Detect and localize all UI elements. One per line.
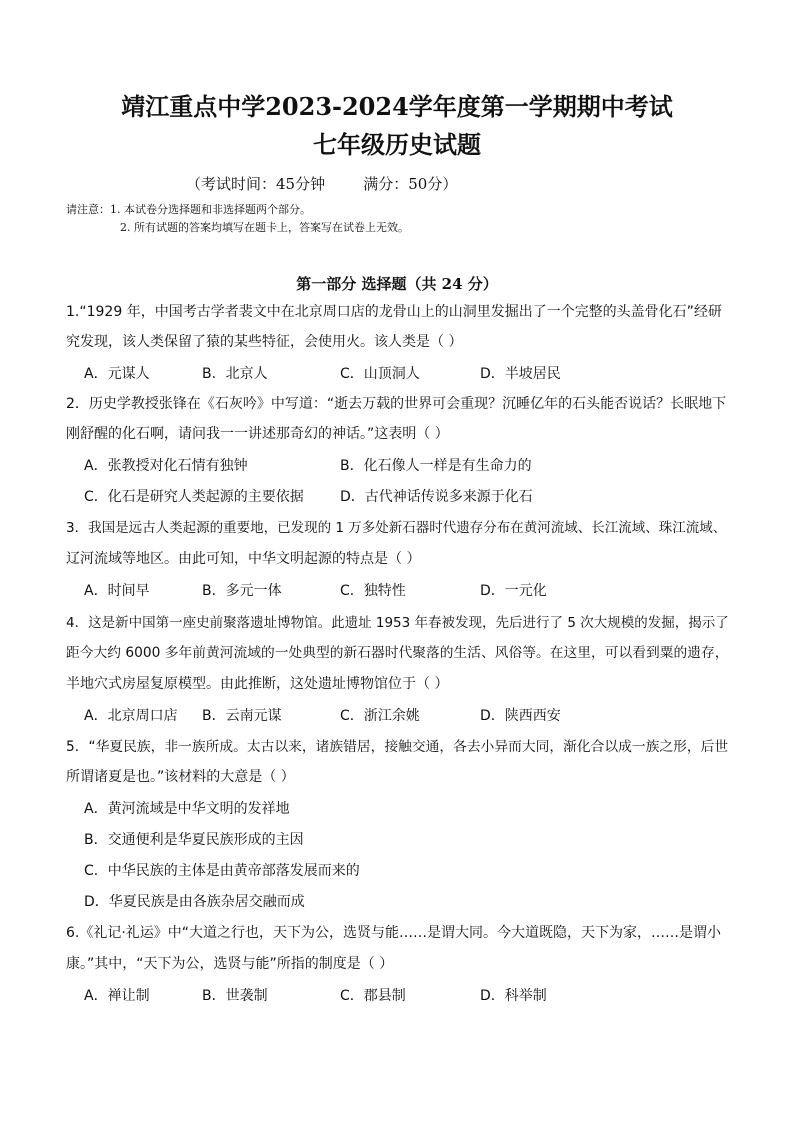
question-3-option-b: B．多元一体 <box>202 583 282 599</box>
notice-line-1: 请注意：1. 本试卷分选择题和非选择题两个部分。 <box>66 203 311 216</box>
question-4-option-a: A．北京周口店 <box>84 708 178 724</box>
question-4-line-2: 距今大约 6000 多年前黄河流域的一处典型的新石器时代聚落的生活、风俗等。在这里，可以看到粟的遗存， <box>66 645 729 661</box>
question-4-line-1: 4．这是新中国第一座史前聚落遗址博物馆。此遗址 1953 年春被发现，先后进行了 5 次大规模的发掘，揭示了 <box>66 615 729 631</box>
question-1-line-2: 究发现，该人类保留了猿的某些特征，会使用火。该人类是（ ） <box>66 334 463 350</box>
exam-subject-title: 七年级历史试题 <box>313 130 481 159</box>
question-5-option-d: D．华夏民族是由各族杂居交融而成 <box>84 894 305 910</box>
question-5-option-a: A．黄河流域是中华文明的发祥地 <box>84 801 290 817</box>
question-4-option-d: D．陕西西安 <box>480 708 561 724</box>
question-3-line-1: 3．我国是远古人类起源的重要地，已发现的 1 万多处新石器时代遗存分布在黄河流域、长江流域、珠江流域、 <box>66 520 727 536</box>
section-title: 第一部分 选择题（共 24 分） <box>296 275 498 293</box>
exam-title: 靖江重点中学2023-2024学年度第一学期期中考试 <box>121 92 673 121</box>
question-4-option-c: C．浙江余姚 <box>340 708 420 724</box>
question-2-line-2: 刚舒醒的化石啊，请问我一一讲述那奇幻的神话。”这表明（ ） <box>66 426 449 442</box>
question-5-line-2: 所谓诸夏是也。”该材料的大意是（ ） <box>66 769 295 785</box>
question-2-line-1: 2．历史学教授张锋在《石灰吟》中写道：“逝去万载的世界可会重现？沉睡亿年的石头能否说话？长眠地下 <box>66 396 727 412</box>
question-1-option-a: A．元谋人 <box>84 366 150 382</box>
question-1-option-b: B．北京人 <box>202 366 268 382</box>
question-1-option-d: D．半坡居民 <box>480 366 561 382</box>
exam-time-score: （考试时间：45分钟 满分：50分） <box>186 175 458 193</box>
question-1-option-c: C．山顶洞人 <box>340 366 420 382</box>
question-4-line-3: 半地穴式房屋复原模型。由此推断，这处遗址博物馆位于（ ） <box>66 676 449 692</box>
question-3-option-d: D．一元化 <box>480 583 547 599</box>
question-6-line-2: 康。”其中，“天下为公，选贤与能”所指的制度是（ ） <box>66 956 394 972</box>
question-2-option-a: A．张教授对化石情有独钟 <box>84 458 248 474</box>
notice-line-2: 2. 所有试题的答案均填写在题卡上，答案写在试卷上无效。 <box>120 221 409 234</box>
question-3-option-c: C．独特性 <box>340 583 406 599</box>
question-1-line-1: 1.“1929 年，中国考古学者裴文中在北京周口店的龙骨山上的山洞里发掘出了一个完整的头盖骨化石”经研 <box>66 304 722 320</box>
question-3-line-2: 辽河流域等地区。由此可知，中华文明起源的特点是（ ） <box>66 551 421 567</box>
question-6-option-c: C．郡县制 <box>340 988 406 1004</box>
question-2-option-b: B．化石像人一样是有生命力的 <box>340 458 532 474</box>
question-5-option-c: C．中华民族的主体是由黄帝部落发展而来的 <box>84 863 360 879</box>
question-3-option-a: A．时间早 <box>84 583 150 599</box>
question-6-option-d: D．科举制 <box>480 988 547 1004</box>
question-2-option-c: C．化石是研究人类起源的主要依据 <box>84 489 304 505</box>
question-5-line-1: 5．“华夏民族，非一族所成。太古以来，诸族错居，接触交通，各去小异而大同，渐化合以成一族之形，后世 <box>66 739 729 755</box>
question-6-option-b: B．世袭制 <box>202 988 268 1004</box>
question-6-line-1: 6.《礼记·礼运》中“大道之行也，天下为公，选贤与能……是谓大同。今大道既隐，天下为家，……是谓小 <box>66 925 722 941</box>
question-5-option-b: B．交通便利是华夏民族形成的主因 <box>84 832 304 848</box>
question-2-option-d: D．古代神话传说多来源于化石 <box>340 489 533 505</box>
question-6-option-a: A．禅让制 <box>84 988 150 1004</box>
question-4-option-b: B．云南元谋 <box>202 708 282 724</box>
